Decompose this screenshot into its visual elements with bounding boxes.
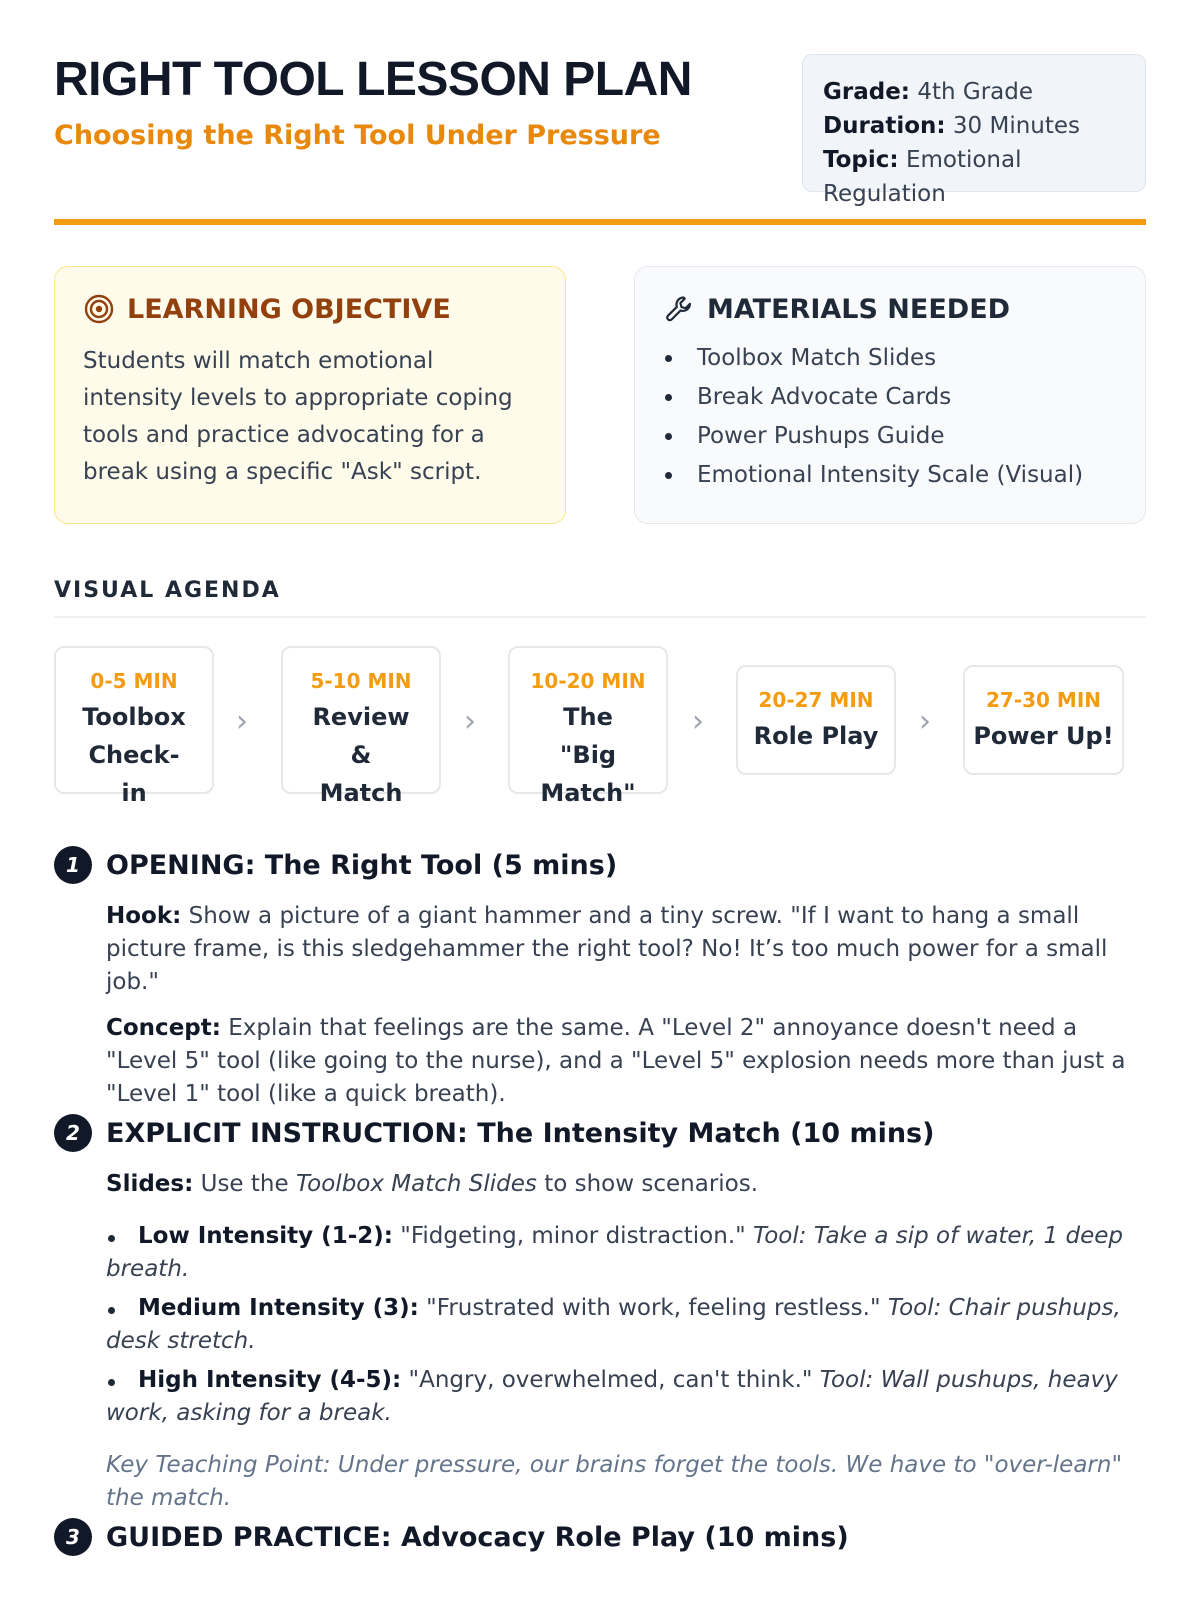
agenda-step-time: 0-5 MIN [90, 669, 178, 693]
concept-label: Concept: [106, 1015, 221, 1041]
slides-label: Slides: [106, 1171, 194, 1197]
intensity-level-item [106, 1220, 1146, 1286]
material-item: Power Pushups Guide [663, 417, 1117, 456]
section-number-badge: 3 [54, 1518, 92, 1556]
agenda-step-2 [281, 646, 441, 807]
intensity-level-item [106, 1292, 1146, 1358]
agenda-step-label: The "Big Match" [540, 703, 636, 807]
learning-objective-text: Students will match emotional intensity levels to appropriate coping tools and practice advocating for a break using a specific "Ask" script. [83, 348, 513, 485]
section-title: GUIDED PRACTICE: Advocacy Role Play (10 mins) [106, 1521, 849, 1553]
section-number-badge: 2 [54, 1114, 92, 1152]
intensity-level-label: Low Intensity (1-2): [138, 1223, 393, 1249]
meta-duration [823, 109, 1125, 143]
visual-agenda [54, 646, 1146, 807]
target-icon [83, 293, 115, 325]
slides-text: Use the [193, 1171, 296, 1197]
intensity-level-label: Medium Intensity (3): [138, 1295, 419, 1321]
meta-topic [823, 143, 1125, 211]
agenda-step-time: 27-30 MIN [985, 688, 1101, 712]
page-subtitle: Choosing the Right Tool Under Pressure [54, 120, 661, 151]
learning-objective-card [54, 266, 566, 524]
slides-paragraph [106, 1168, 1146, 1201]
agenda-step-label: Review & Match [312, 703, 410, 807]
material-item: Emotional Intensity Scale (Visual) [663, 456, 1117, 495]
chevron-right-icon: › [464, 704, 476, 739]
agenda-step-time: 5-10 MIN [310, 669, 412, 693]
materials-list [663, 339, 1117, 495]
agenda-step-3 [508, 646, 668, 807]
learning-objective-heading [83, 293, 537, 325]
slides-text: to show scenarios. [536, 1171, 759, 1197]
section-opening [54, 846, 1146, 1111]
chevron-right-icon: › [692, 704, 704, 739]
agenda-step-1 [54, 646, 214, 807]
materials-card [634, 266, 1146, 524]
agenda-heading: VISUAL AGENDA [54, 578, 281, 603]
meta-grade-label: Grade: [823, 79, 911, 105]
section-title: EXPLICIT INSTRUCTION: The Intensity Match (10 mins) [106, 1117, 935, 1149]
agenda-step-label: Role Play [753, 722, 879, 750]
chevron-right-icon: › [919, 704, 931, 739]
section-heading [54, 846, 1146, 884]
intensity-level-label: High Intensity (4-5): [138, 1367, 402, 1393]
page-title: RIGHT TOOL LESSON PLAN [54, 53, 692, 106]
material-item: Toolbox Match Slides [663, 339, 1117, 378]
intensity-level-item [106, 1364, 1146, 1430]
meta-duration-value: 30 Minutes [952, 113, 1081, 139]
meta-topic-label: Topic: [823, 147, 899, 173]
agenda-step-time: 10-20 MIN [530, 669, 646, 693]
meta-topic-value: Emotional Regulation [823, 147, 1022, 207]
header-divider [54, 219, 1146, 225]
section-body [54, 900, 1146, 1111]
section-heading [54, 1518, 1146, 1556]
slides-resource-name: Toolbox Match Slides [295, 1171, 537, 1197]
intensity-level-quote: "Fidgeting, minor distraction." [392, 1223, 754, 1249]
meta-grade [823, 75, 1125, 109]
hook-text: Show a picture of a giant hammer and a tiny screw. "If I want to hang a small picture frame, is this sledgehammer the right tool? No! It’s too much power for a small job." [106, 903, 1108, 995]
materials-heading [663, 293, 1117, 325]
agenda-step-4 [736, 665, 896, 775]
section-heading [54, 1114, 1146, 1152]
header [54, 0, 1146, 230]
intensity-level-tool: Tool: Chair pushups, desk stretch. [106, 1295, 1121, 1354]
section-instruction [54, 1114, 1146, 1515]
agenda-step-label: Toolbox Check-in [82, 703, 186, 807]
wrench-icon [663, 293, 695, 325]
agenda-step-5 [963, 665, 1124, 775]
overview-cards [54, 266, 1146, 524]
hook-paragraph [106, 900, 1146, 999]
meta-duration-label: Duration: [823, 113, 946, 139]
meta-grade-value: 4th Grade [917, 79, 1033, 105]
hook-label: Hook: [106, 903, 182, 929]
intensity-level-tool: Tool: Wall pushups, heavy work, asking for a break. [106, 1367, 1118, 1426]
material-item: Break Advocate Cards [663, 378, 1117, 417]
intensity-levels-list [106, 1220, 1146, 1430]
section-title: OPENING: The Right Tool (5 mins) [106, 849, 618, 881]
section-guided-practice [54, 1518, 1146, 1556]
concept-paragraph [106, 1012, 1146, 1111]
intensity-level-quote: "Frustrated with work, feeling restless." [418, 1295, 888, 1321]
learning-objective-title: LEARNING OBJECTIVE [127, 293, 451, 325]
intensity-level-tool: Tool: Take a sip of water, 1 deep breath. [106, 1223, 1123, 1282]
key-teaching-point: Key Teaching Point: Under pressure, our brains forget the tools. We have to "over-learn" the match. [106, 1452, 1123, 1511]
section-number-badge: 1 [54, 846, 92, 884]
concept-text: Explain that feelings are the same. A "Level 2" annoyance doesn't need a "Level 5" tool (like going to the nurse), and a "Level 5" explosion needs more than just a "Level 1" tool (like a quick breath). [106, 1015, 1126, 1107]
intensity-level-quote: "Angry, overwhelmed, can't think." [401, 1367, 820, 1393]
agenda-step-label: Power Up! [973, 722, 1114, 750]
materials-title: MATERIALS NEEDED [707, 293, 1011, 325]
agenda-divider [54, 616, 1146, 618]
chevron-right-icon: › [236, 704, 248, 739]
agenda-step-time: 20-27 MIN [758, 688, 874, 712]
section-body [54, 1168, 1146, 1515]
lesson-meta-box [802, 54, 1146, 207]
